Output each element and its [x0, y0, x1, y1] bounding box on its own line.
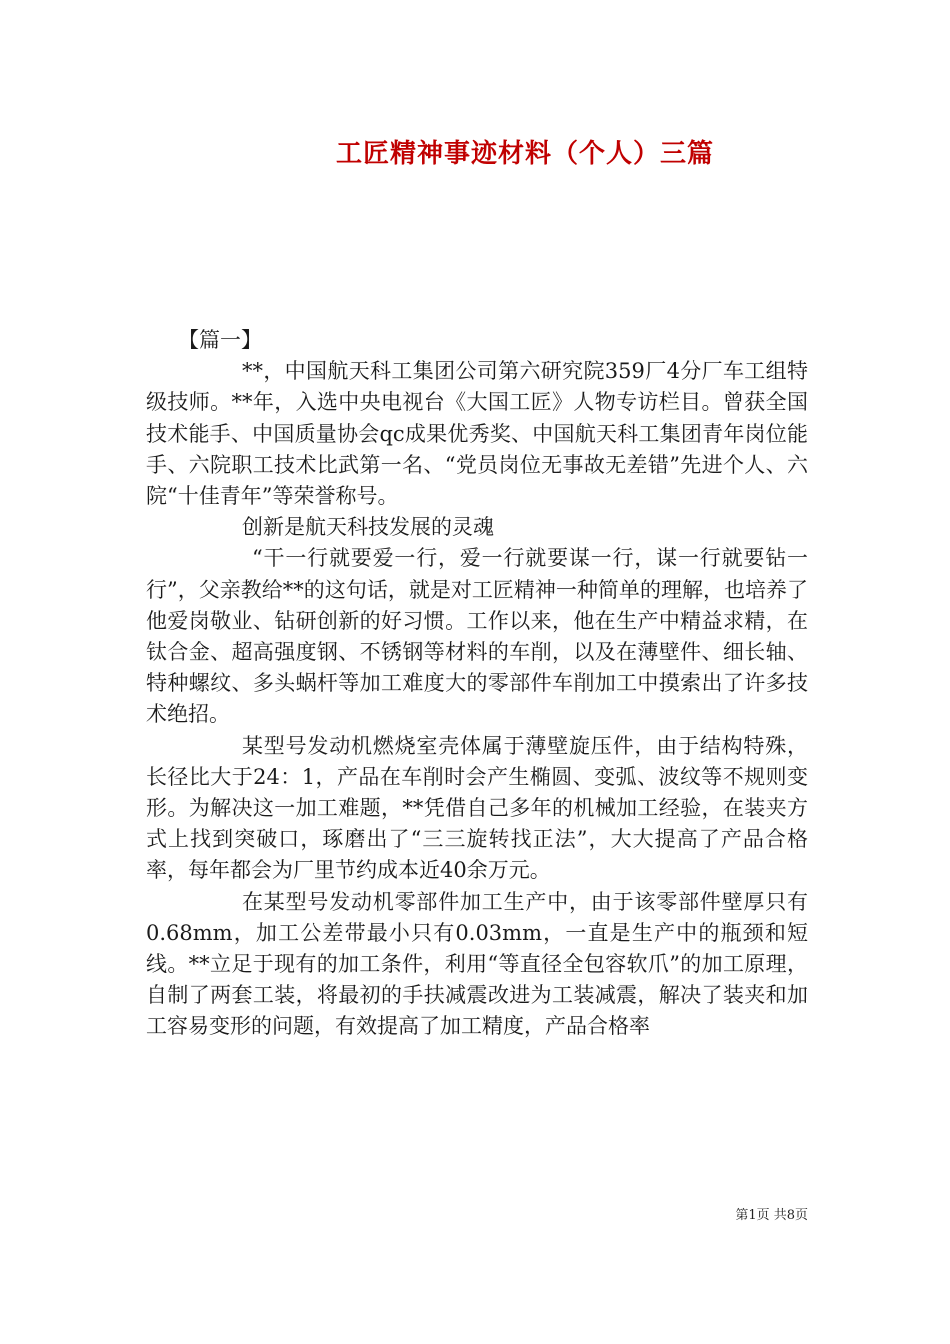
paragraph: 在某型号发动机零部件加工生产中，由于该零部件壁厚只有0.68mm，加工公差带最小只有0.03mm，一直是生产中的瓶颈和短线。**立足于现有的加工条件，利用“等直径全包容软爪”的加工原理，自制了两套工装，将最初的手扶减震改进为工装减震，解决了装夹和加工容易变形的问题，有效提高了加工精度，产品合格率 — [146, 889, 808, 1039]
page-number: 第1页 共8页 — [735, 1208, 808, 1223]
document-title: 工匠精神事迹材料（个人）三篇 — [335, 139, 714, 169]
paragraph: 某型号发动机燃烧室壳体属于薄壁旋压件，由于结构特殊，长径比大于24：1，产品在车削时会产生椭圆、变弧、波纹等不规则变形。为解决这一加工难题，**凭借自己多年的机械加工经验，在装夹方式上找到突破口，琢磨出了“三三旋转找正法”，大大提高了产品合格率，每年都会为厂里节约成本近40余万元。 — [146, 733, 808, 883]
section-label: 【篇一】 — [178, 328, 262, 352]
document-body — [146, 325, 808, 1043]
paragraph-heading: 创新是航天科技发展的灵魂 — [242, 515, 494, 540]
paragraph: **，中国航天科工集团公司第六研究院359厂4分厂车工组特级技师。**年，入选中央电视台《大国工匠》人物专访栏目。曾获全国技术能手、中国质量协会qc成果优秀奖、中国航天科工集团青年岗位能手、六院职工技术比武第一名、“党员岗位无事故无差错”先进个人、六院“十佳青年”等荣誉称号。 — [146, 359, 808, 509]
paragraph: “干一行就要爱一行，爱一行就要谋一行，谋一行就要钻一行”，父亲教给**的这句话，就是对工匠精神一种简单的理解，也培养了他爱岗敬业、钻研创新的好习惯。工作以来，他在生产中精益求精，在钛合金、超高强度钢、不锈钢等材料的车削，以及在薄壁件、细长轴、特种螺纹、多头蜗杆等加工难度大的零部件车削加工中摸索出了许多技术绝招。 — [146, 546, 808, 727]
